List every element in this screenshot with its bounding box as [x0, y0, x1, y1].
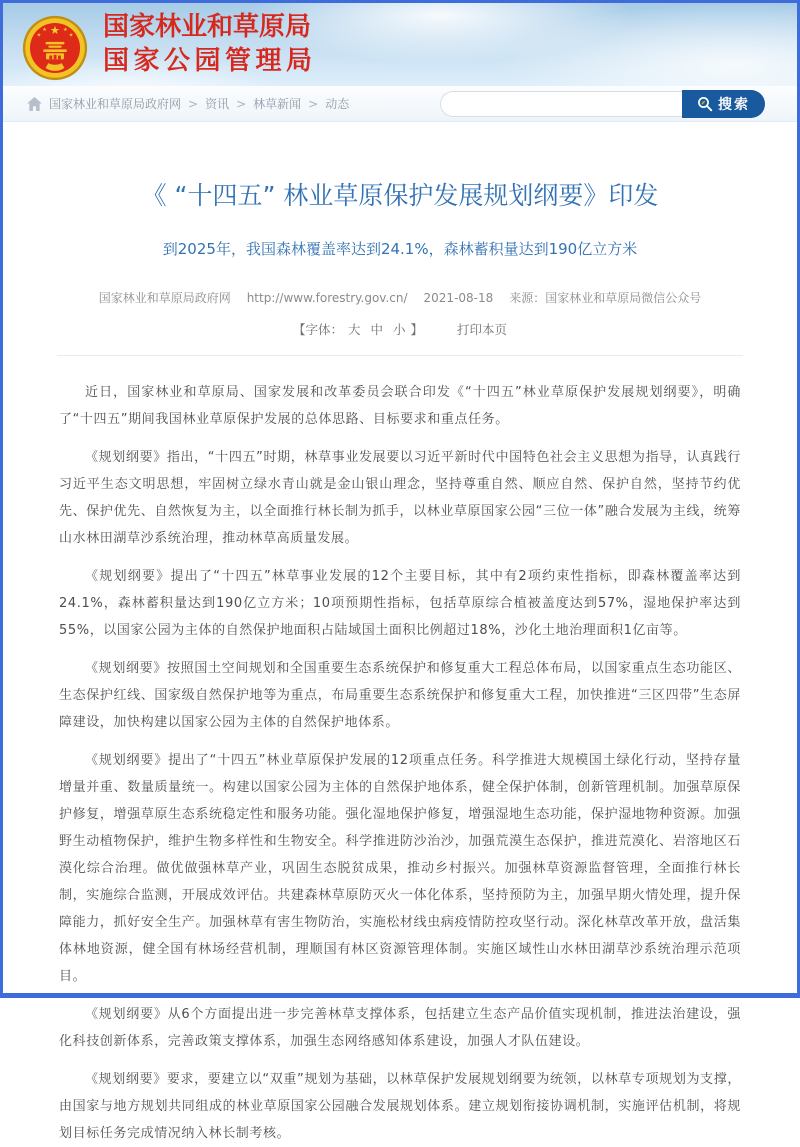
article-paragraph: 《规划纲要》要求，要建立以“双重”规划为基础，以林草保护发展规划纲要为统领，以林草专项规划为支撑，由国家与地方规划共同组成的林业草原国家公园融合发展规划体系。建立规划衔接协调机制，实施评估机制，将规划目标任务完成情况纳入林长制考核。 — [59, 1072, 741, 1141]
article-paragraph: 《规划纲要》按照国土空间规划和全国重要生态系统保护和修复重大工程总体布局，以国家重点生态功能区、生态保护红线、国家级自然保护地等为重点，布局重要生态系统保护和修复重大工程，加快推进“三区四带”生态屏障建设，加快构建以国家公园为主体的自然保护地体系。 — [59, 661, 741, 730]
search-button[interactable] — [682, 90, 765, 118]
font-medium-button[interactable]: 中 — [370, 322, 383, 337]
font-large-button[interactable]: 大 — [347, 322, 361, 337]
site-title — [103, 11, 317, 77]
breadcrumb-item-home[interactable]: 国家林业和草原局政府网 — [49, 97, 182, 111]
article-paragraph: 《规划纲要》从6个方面提出进一步完善林草支撑体系，包括建立生态产品价值实现机制，推进法治建设，强化科技创新体系，完善政策支撑体系，加强生态网络感知体系建设，加强人才队伍建设。 — [59, 1007, 741, 1049]
search-icon — [697, 96, 713, 112]
svg-text:★: ★ — [68, 32, 74, 39]
breadcrumb-separator: > — [236, 96, 247, 111]
svg-text:★: ★ — [42, 26, 47, 33]
meta-source-site: 国家林业和草原局政府网 — [98, 291, 231, 305]
breadcrumb-item-updates[interactable]: 动态 — [325, 97, 350, 111]
search-button-label: 搜索 — [718, 96, 750, 113]
search-input[interactable] — [440, 91, 682, 117]
article-paragraph: 近日，国家林业和草原局、国家发展和改革委员会联合印发《“十四五”林业草原保护发展规划纲要》，明确了“十四五”期间我国林业草原保护发展的总体思路、目标要求和重点任务。 — [59, 385, 741, 427]
article-body — [3, 379, 797, 1147]
national-emblem-icon — [21, 14, 89, 82]
font-control-prefix: 【字体： — [292, 322, 343, 337]
breadcrumb-separator: > — [308, 96, 319, 111]
svg-text:★: ★ — [36, 32, 42, 39]
meta-date: 2021-08-18 — [423, 291, 494, 305]
print-button[interactable]: 打印本页 — [457, 322, 508, 337]
breadcrumb-item-news[interactable]: 资讯 — [205, 97, 230, 111]
breadcrumb — [27, 95, 349, 112]
site-title-line1: 国家林业和草原局 — [103, 12, 312, 43]
home-icon[interactable] — [27, 97, 42, 111]
font-size-control — [293, 320, 423, 338]
breadcrumb-item-forest-news[interactable]: 林草新闻 — [253, 97, 302, 111]
svg-text:★: ★ — [49, 22, 61, 37]
breadcrumb-bar — [3, 86, 797, 122]
meta-url: http://www.forestry.gov.cn/ — [246, 291, 408, 305]
article-paragraph: 《规划纲要》提出了“十四五”林草事业发展的12个主要目标，其中有2项约束性指标，即森林覆盖率达到24.1%，森林蓄积量达到190亿立方米；10项预期性指标，包括草原综合植被盖度达到57%，湿地保护率达到55%，以国家公园为主体的自然保护地面积占陆域国土面积比例超过18%，沙化土地治理面积1亿亩等。 — [59, 569, 741, 638]
page-title: 《 “十四五” 林业草原保护发展规划纲要》印发 — [141, 181, 659, 210]
article-meta — [3, 289, 797, 306]
article — [3, 122, 797, 1147]
font-control-suffix: 】 — [410, 322, 424, 337]
font-small-button[interactable]: 小 — [393, 322, 406, 337]
meta-source: 来源：国家林业和草原局微信公众号 — [509, 291, 702, 305]
search-bar — [440, 90, 765, 118]
svg-text:★: ★ — [63, 26, 68, 33]
page-subtitle: 到2025年，我国森林覆盖率达到24.1%，森林蓄积量达到190亿立方米 — [162, 240, 638, 258]
breadcrumb-separator: > — [188, 96, 199, 111]
divider — [57, 355, 743, 356]
article-paragraph: 《规划纲要》提出了“十四五”林业草原保护发展的12项重点任务。科学推进大规模国土绿化行动，坚持存量增量并重、数量质量统一。构建以国家公园为主体的自然保护地体系，健全保护体制，创新管理机制。加强草原保护修复，增强草原生态系统稳定性和服务功能。强化湿地保护修复，增强湿地生态功能，保护湿地物种资源。加强野生动植物保护，维护生物多样性和生物安全。科学推进防沙治沙，加强荒漠生态保护，推进荒漠化、岩溶地区石漠化综合治理。做优做强林草产业，巩固生态脱贫成果，推动乡村振兴。加强林草资源监督管理，全面推行林长制，实施综合监测，开展成效评估。共建森林草原防灭火一体化体系，坚持预防为主，加强早期火情处理，提升保障能力，抓好安全生产。加强林草有害生物防治，实施松材线虫病疫情防控攻坚行动。深化林草改革开放，盘活集体林地资源，健全国有林场经营机制，理顺国有林区资源管理体制。实施区域性山水林田湖草沙系统治理示范项目。 — [59, 753, 741, 984]
site-banner[interactable] — [3, 3, 797, 86]
site-title-line2: 国家公园管理局 — [103, 45, 317, 76]
article-toolbar — [3, 320, 797, 338]
article-paragraph: 《规划纲要》指出，“十四五”时期，林草事业发展要以习近平新时代中国特色社会主义思想为指导，认真践行习近平生态文明思想，牢固树立绿水青山就是金山银山理念，坚持尊重自然、顺应自然、保护自然，坚持节约优先、保护优先、自然恢复为主，以全面推行林长制为抓手，以林业草原国家公园“三位一体”融合发展为主线，统筹山水林田湖草沙系统治理，推动林草高质量发展。 — [59, 450, 741, 546]
